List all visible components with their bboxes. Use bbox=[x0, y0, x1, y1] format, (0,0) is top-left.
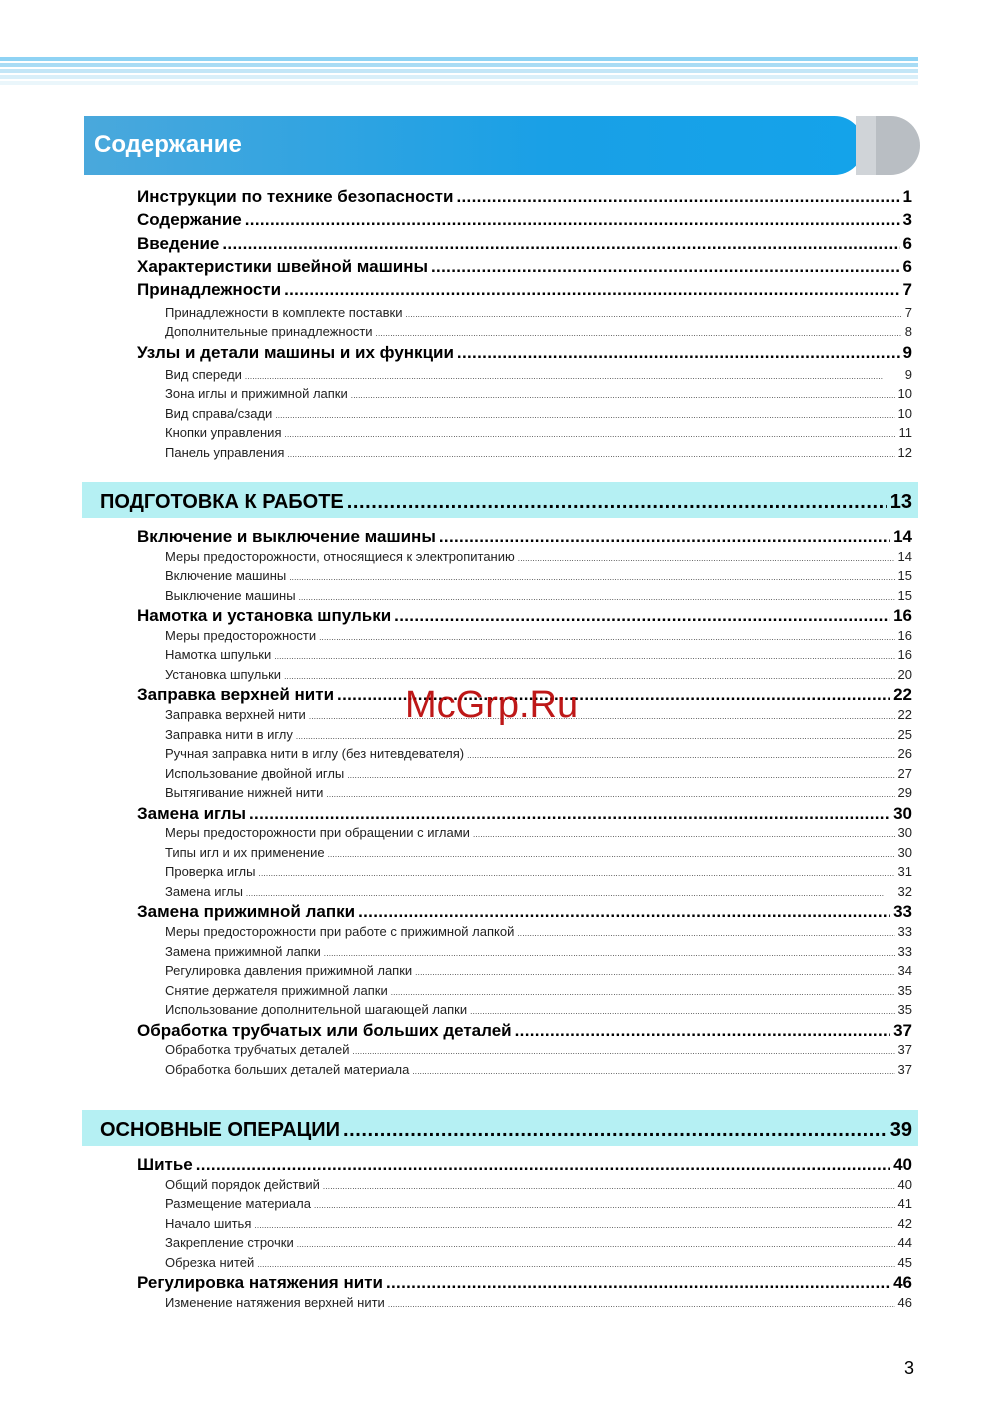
toc-subentry-page: 8 bbox=[904, 324, 912, 339]
toc-entry-label: Заправка верхней нити bbox=[137, 685, 335, 705]
dot-leader bbox=[515, 1021, 890, 1041]
toc-subentry-label: Меры предосторожности bbox=[165, 627, 317, 643]
toc-subentry-label: Ручная заправка нити в иглу (без нитевдевателя) bbox=[165, 746, 465, 762]
dot-leader bbox=[314, 1201, 895, 1210]
toc-subentry-page: 37 bbox=[897, 1042, 912, 1058]
toc-entry[interactable] bbox=[137, 257, 912, 279]
toc-entry-page: 37 bbox=[893, 1020, 912, 1040]
toc-subentry-label: Начало шитья bbox=[165, 1215, 252, 1231]
title-bar bbox=[84, 116, 864, 175]
toc-subentry[interactable] bbox=[165, 647, 912, 666]
dot-leader bbox=[518, 554, 895, 563]
toc-subentry-label: Изменение натяжения верхней нити bbox=[165, 1294, 385, 1310]
page-number: 3 bbox=[904, 1358, 915, 1378]
toc-subentry-page: 7 bbox=[904, 304, 912, 320]
dot-leader bbox=[296, 732, 895, 741]
toc-subentry[interactable] bbox=[165, 884, 912, 903]
dot-leader bbox=[275, 411, 894, 420]
dot-leader bbox=[347, 491, 887, 514]
section-basic-operations[interactable] bbox=[100, 1119, 912, 1149]
dot-leader bbox=[343, 1119, 887, 1142]
dot-leader bbox=[285, 430, 896, 439]
toc-subentry-label: Обрезка нитей bbox=[165, 1254, 255, 1270]
toc-subentry-page: 35 bbox=[897, 1002, 912, 1017]
toc-subentry-label: Закрепление строчки bbox=[165, 1235, 294, 1251]
toc-subentry[interactable] bbox=[165, 766, 912, 785]
dot-leader bbox=[412, 1067, 894, 1076]
toc-subentry-page: 9 bbox=[904, 366, 912, 382]
dot-leader bbox=[297, 1240, 895, 1249]
toc-entry-page: 30 bbox=[893, 803, 912, 823]
toc-subentry[interactable] bbox=[165, 1062, 912, 1081]
dot-leader bbox=[324, 949, 895, 958]
toc-entry[interactable] bbox=[137, 606, 912, 628]
title-decoration bbox=[856, 116, 920, 175]
toc-subentry[interactable] bbox=[165, 305, 912, 324]
header-stripes bbox=[0, 57, 918, 85]
toc-subentry-label: Обработка трубчатых деталей bbox=[165, 1042, 350, 1058]
toc-subentry-label: Кнопки управления bbox=[165, 425, 282, 441]
toc-subentry-label: Принадлежности в комплекте поставки bbox=[165, 304, 403, 320]
dot-leader bbox=[467, 751, 894, 760]
toc-subentry-page: 33 bbox=[897, 943, 912, 959]
toc-subentry[interactable] bbox=[165, 924, 912, 943]
toc-subentry-label: Использование дополнительной шагающей лапки bbox=[165, 1002, 468, 1017]
toc-subentry-page: 45 bbox=[897, 1254, 912, 1270]
toc-subentry-label: Дополнительные принадлежности bbox=[165, 324, 373, 339]
dot-leader bbox=[245, 210, 900, 230]
toc-subentry-label: Намотка шпульки bbox=[165, 647, 272, 663]
toc-subentry-label: Меры предосторожности при обращении с иглами bbox=[165, 825, 470, 841]
toc-subentry-label: Вид спереди bbox=[165, 366, 242, 382]
toc-entry-label: Намотка и установка шпульки bbox=[137, 606, 392, 626]
toc-subentry[interactable] bbox=[165, 1002, 912, 1021]
toc-subentry[interactable] bbox=[165, 727, 912, 746]
dot-leader bbox=[246, 889, 895, 898]
toc-subentry-label: Общий порядок действий bbox=[165, 1176, 320, 1192]
toc-subentry-page: 10 bbox=[897, 386, 912, 402]
dot-leader bbox=[257, 1260, 894, 1269]
section-preparation-page: 13 bbox=[889, 491, 912, 513]
toc-subentry[interactable] bbox=[165, 845, 912, 864]
toc-subentry-label: Меры предосторожности, относящиеся к электропитанию bbox=[165, 548, 515, 564]
toc-subentry-label: Установка шпульки bbox=[165, 666, 282, 682]
toc-subentry-page: 32 bbox=[897, 883, 912, 899]
dot-leader bbox=[439, 527, 890, 547]
toc-subentry-label: Снятие держателя прижимной лапки bbox=[165, 982, 388, 998]
toc-entry-page: 1 bbox=[902, 187, 912, 206]
toc-subentry-label: Меры предосторожности при работе с прижимной лапкой bbox=[165, 924, 515, 939]
toc-subentry-page: 46 bbox=[897, 1294, 912, 1310]
toc-subentry[interactable] bbox=[165, 1255, 912, 1274]
dot-leader bbox=[284, 280, 899, 300]
toc-subentry-page: 35 bbox=[897, 982, 912, 998]
dot-leader bbox=[391, 988, 895, 997]
toc-entry-label: Регулировка натяжения нити bbox=[137, 1273, 383, 1293]
toc-subentry-label: Обработка больших деталей материала bbox=[165, 1061, 410, 1077]
toc-subentry-label: Выключение машины bbox=[165, 587, 296, 603]
toc-entry[interactable] bbox=[137, 210, 912, 232]
toc-subentry-page: 25 bbox=[897, 726, 912, 742]
dot-leader bbox=[259, 869, 895, 878]
dot-leader bbox=[319, 633, 894, 642]
toc-subentry[interactable] bbox=[165, 549, 912, 568]
toc-entry-label: Узлы и детали машины и их функции bbox=[137, 342, 454, 362]
toc-entry-page: 3 bbox=[902, 210, 912, 230]
dot-leader bbox=[222, 234, 899, 254]
toc-subentry-page: 20 bbox=[897, 666, 912, 682]
toc-entry-page: 9 bbox=[902, 342, 912, 362]
toc-subentry[interactable] bbox=[165, 963, 912, 982]
toc-subentry[interactable] bbox=[165, 864, 912, 883]
dot-leader bbox=[328, 850, 895, 859]
dot-leader bbox=[287, 450, 894, 459]
toc-subentry-label: Вид справа/сзади bbox=[165, 405, 273, 421]
toc-entry[interactable] bbox=[137, 1273, 912, 1295]
toc-entry[interactable] bbox=[137, 1155, 912, 1177]
dot-leader bbox=[405, 310, 901, 319]
toc-entry-label: Шитье bbox=[137, 1155, 193, 1174]
toc-subentry[interactable] bbox=[165, 386, 912, 405]
dot-leader bbox=[358, 902, 890, 922]
toc-subentry[interactable] bbox=[165, 1042, 912, 1061]
toc-entry[interactable] bbox=[137, 1021, 912, 1043]
toc-subentry-label: Панель управления bbox=[165, 444, 285, 460]
toc-subentry[interactable] bbox=[165, 367, 912, 386]
toc-subentry-page: 14 bbox=[897, 548, 912, 564]
toc-entry-page: 33 bbox=[893, 902, 912, 922]
toc-subentry-page: 16 bbox=[897, 627, 912, 643]
dot-leader bbox=[386, 1273, 890, 1293]
toc-entry-label: Включение и выключение машины bbox=[137, 527, 436, 546]
toc-entry-label: Введение bbox=[137, 233, 220, 253]
dot-leader bbox=[470, 1007, 894, 1016]
section-basic-operations-label: ОСНОВНЫЕ ОПЕРАЦИИ bbox=[100, 1119, 341, 1141]
toc-subentry[interactable] bbox=[165, 425, 912, 444]
dot-leader bbox=[394, 606, 890, 626]
toc-subentry-page: 11 bbox=[898, 425, 912, 441]
toc-entry-page: 46 bbox=[893, 1273, 912, 1293]
toc-entry-label: Замена прижимной лапки bbox=[137, 902, 356, 922]
toc-subentry-page: 40 bbox=[897, 1176, 912, 1192]
toc-subentry-page: 44 bbox=[897, 1235, 912, 1251]
dot-leader bbox=[415, 968, 894, 977]
page-title: Содержание bbox=[94, 131, 242, 158]
toc-subentry-label: Заправка верхней нити bbox=[165, 707, 306, 723]
dot-leader bbox=[323, 1182, 895, 1191]
toc-entry[interactable] bbox=[137, 343, 912, 365]
toc-subentry-label: Регулировка давления прижимной лапки bbox=[165, 963, 413, 978]
toc-subentry[interactable] bbox=[165, 628, 912, 647]
dot-leader bbox=[326, 790, 894, 799]
dot-leader bbox=[245, 372, 902, 381]
toc-entry[interactable] bbox=[137, 527, 912, 549]
toc-subentry-label: Вытягивание нижней нити bbox=[165, 785, 324, 801]
toc-entry-label: Принадлежности bbox=[137, 280, 282, 300]
toc-subentry-page: 15 bbox=[897, 568, 912, 584]
toc-entry-page: 6 bbox=[902, 233, 912, 253]
toc-subentry-label: Типы игл и их применение bbox=[165, 844, 325, 860]
toc-subentry-page: 12 bbox=[897, 444, 912, 460]
toc-entry-page: 7 bbox=[902, 280, 912, 300]
toc-entry[interactable] bbox=[137, 234, 912, 256]
dot-leader bbox=[347, 771, 894, 780]
toc-subentry[interactable] bbox=[165, 983, 912, 1002]
dot-leader bbox=[284, 672, 894, 681]
dot-leader bbox=[299, 593, 895, 602]
toc-subentry-label: Зона иглы и прижимной лапки bbox=[165, 386, 348, 402]
dot-leader bbox=[388, 1300, 895, 1309]
dot-leader bbox=[517, 929, 894, 938]
toc-entry-page: 6 bbox=[902, 256, 912, 276]
toc-subentry-page: 41 bbox=[897, 1196, 912, 1212]
toc-subentry-page: 34 bbox=[897, 963, 912, 978]
toc-subentry-page: 10 bbox=[897, 405, 912, 421]
toc-subentry-page: 15 bbox=[897, 587, 912, 603]
dot-leader bbox=[473, 830, 895, 839]
toc-subentry[interactable] bbox=[165, 406, 912, 425]
toc-entry-label: Обработка трубчатых или больших деталей bbox=[137, 1020, 512, 1040]
dot-leader bbox=[353, 1047, 895, 1056]
dot-leader bbox=[351, 391, 895, 400]
section-preparation-label: ПОДГОТОВКА К РАБОТЕ bbox=[100, 491, 344, 513]
toc-subentry-page: 26 bbox=[897, 746, 912, 762]
toc-subentry-page: 27 bbox=[897, 765, 912, 781]
section-preparation[interactable] bbox=[100, 491, 912, 521]
toc-entry[interactable] bbox=[137, 187, 912, 209]
toc-subentry-page: 22 bbox=[897, 707, 912, 723]
toc-subentry[interactable] bbox=[165, 588, 912, 607]
toc-entry[interactable] bbox=[137, 280, 912, 302]
dot-leader bbox=[196, 1155, 890, 1175]
toc-subentry[interactable] bbox=[165, 785, 912, 804]
toc-subentry[interactable] bbox=[165, 445, 912, 464]
dot-leader bbox=[376, 329, 902, 338]
toc-subentry-page: 42 bbox=[897, 1215, 912, 1231]
toc-subentry[interactable] bbox=[165, 1235, 912, 1254]
toc-subentry-label: Проверка иглы bbox=[165, 864, 256, 880]
toc-subentry[interactable] bbox=[165, 944, 912, 963]
toc-subentry[interactable] bbox=[165, 568, 912, 587]
toc-subentry-label: Использование двойной иглы bbox=[165, 765, 345, 781]
toc-subentry[interactable] bbox=[165, 1295, 912, 1314]
toc-entry-label: Инструкции по технике безопасности bbox=[137, 187, 454, 206]
toc-entry-label: Замена иглы bbox=[137, 803, 247, 823]
toc-entry-page: 14 bbox=[893, 527, 912, 546]
section-basic-operations-page: 39 bbox=[889, 1119, 912, 1141]
toc-subentry-label: Заправка нити в иглу bbox=[165, 726, 293, 742]
toc-subentry-label: Замена иглы bbox=[165, 883, 243, 899]
dot-leader bbox=[249, 804, 890, 824]
toc-subentry[interactable] bbox=[165, 1196, 912, 1215]
toc-entry[interactable] bbox=[137, 804, 912, 826]
toc-subentry[interactable] bbox=[165, 746, 912, 765]
toc-entry-label: Содержание bbox=[137, 210, 242, 230]
toc-subentry-page: 30 bbox=[897, 844, 912, 860]
toc-subentry[interactable] bbox=[165, 825, 912, 844]
watermark: McGrp.Ru bbox=[405, 684, 579, 726]
toc-subentry[interactable] bbox=[165, 324, 912, 343]
dot-leader bbox=[431, 257, 900, 277]
toc-subentry[interactable] bbox=[165, 1177, 912, 1196]
toc-entry-page: 16 bbox=[893, 606, 912, 626]
toc-subentry-page: 29 bbox=[897, 785, 912, 801]
dot-leader bbox=[274, 652, 894, 661]
dot-leader bbox=[289, 573, 894, 582]
toc-subentry-page: 33 bbox=[897, 924, 912, 939]
toc-entry-label: Характеристики швейной машины bbox=[137, 256, 429, 276]
dot-leader bbox=[309, 712, 895, 721]
toc-subentry-page: 37 bbox=[897, 1061, 912, 1077]
toc-subentry-label: Размещение материала bbox=[165, 1196, 311, 1212]
toc-entry[interactable] bbox=[137, 902, 912, 924]
toc-subentry-page: 31 bbox=[897, 864, 912, 880]
dot-leader bbox=[456, 187, 899, 207]
toc-entry-page: 22 bbox=[893, 685, 912, 705]
toc-subentry-page: 30 bbox=[897, 825, 912, 841]
toc-subentry[interactable] bbox=[165, 1216, 912, 1235]
dot-leader bbox=[254, 1221, 894, 1230]
toc-subentry-label: Включение машины bbox=[165, 568, 287, 584]
toc-subentry-page: 16 bbox=[897, 647, 912, 663]
toc-subentry-label: Замена прижимной лапки bbox=[165, 943, 321, 959]
dot-leader bbox=[457, 343, 900, 363]
toc-entry-page: 40 bbox=[893, 1155, 912, 1174]
